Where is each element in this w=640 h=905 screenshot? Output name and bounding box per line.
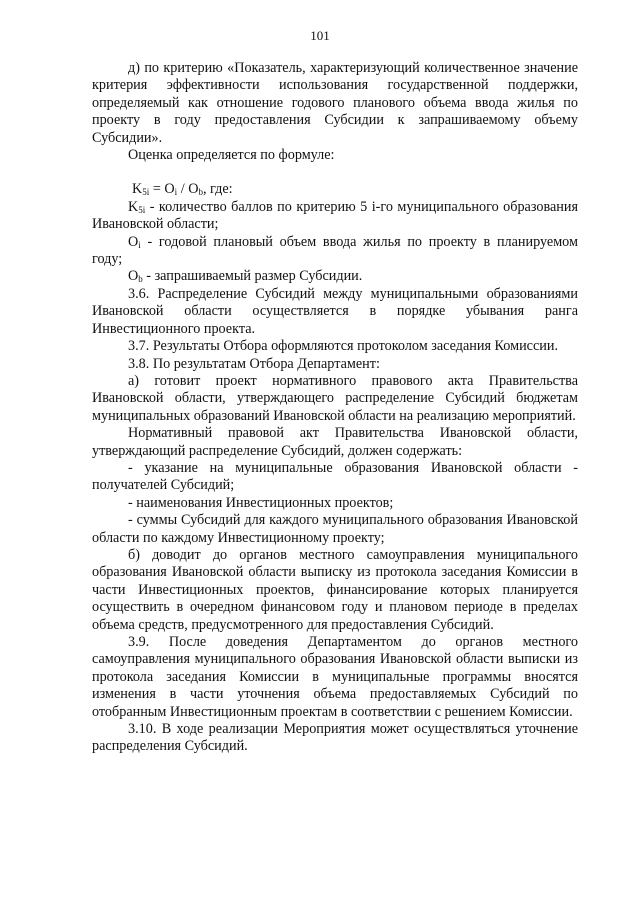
formula-oi: O: [164, 181, 175, 198]
paragraph-3-9: 3.9. После доведения Департаментом до органов местного самоуправления муниципального образования Ивановской области выписки из протокола заседания Комиссии в муниципальные программы вносятся изменения в части уточнения объема предоставляемых Субсидий по отобранным Инвестиционным проектам в соответствии с решением Комиссии.: [92, 634, 578, 720]
formula-k-sub: 5i: [142, 187, 150, 198]
list-item-project-names: - наименования Инвестиционных проектов;: [128, 494, 394, 511]
definition-oi-text: - годовой плановый объем ввода жилья по проекту в планируемом году;: [92, 233, 578, 268]
definition-k5i-sub: 5i: [138, 204, 146, 215]
paragraph-criterion-d: д) по критерию «Показатель, характеризующий количественное значение критерия эффективности использования государственной поддержки, определяемый как отношение годового планового объема ввода жилья по проекту в году предоставления Субсидии к запрашиваемому объему Субсидии».: [92, 60, 578, 146]
definition-oi-sub: i: [138, 239, 141, 250]
document-body: [92, 60, 578, 756]
definition-ob-sub: b: [138, 274, 143, 285]
definition-k5i-text: - количество баллов по критерию 5 i-го муниципального образования Ивановской области;: [92, 198, 578, 233]
list-item-recipients: - указание на муниципальные образования Ивановской области - получателей Субсидий;: [92, 459, 578, 494]
paragraph-3-8-a: а) готовит проект нормативного правового акта Правительства Ивановской области, утверждающего распределение Субсидий бюджетам муниципальных образований Ивановской области на реализацию мероприятий.: [92, 372, 578, 424]
formula-oi-sub: i: [174, 187, 178, 198]
paragraph-3-10: 3.10. В ходе реализации Мероприятия может осуществляться уточнение распределения Субсидий.: [92, 721, 578, 755]
paragraph-formula-intro: Оценка определяется по формуле:: [128, 147, 335, 164]
definition-ob: [92, 268, 578, 285]
definition-ob-symbol: O: [128, 268, 139, 285]
formula-k: K: [132, 181, 143, 198]
formula-div: /: [177, 181, 189, 198]
definition-k5i-symbol: K: [128, 198, 139, 215]
formula-ob-sub: b: [198, 187, 203, 198]
definition-k5i: [92, 199, 578, 234]
formula-ob: O: [188, 181, 199, 198]
paragraph-3-6: 3.6. Распределение Субсидий между муниципальными образованиями Ивановской области осуществляется в порядке убывания ранга Инвестиционного проекта.: [92, 285, 578, 337]
definition-oi-symbol: O: [128, 233, 139, 250]
formula-k5i: [92, 181, 578, 198]
definition-ob-text: - запрашиваемый размер Субсидии.: [142, 268, 363, 285]
formula-eq: =: [149, 181, 165, 198]
paragraph-3-7: 3.7. Результаты Отбора оформляются протоколом заседания Комиссии.: [128, 338, 558, 355]
paragraph-3-8-b: б) доводит до органов местного самоуправления муниципального образования Ивановской области выписку из протокола заседания Комиссии в части Инвестиционных проектов, финансирование которых планируется осуществить в очередном финансовом году и плановом периоде в пределах объема средств, предусмотренного для предоставления Субсидий.: [92, 546, 578, 633]
page-number: 101: [310, 28, 330, 43]
definition-oi: [92, 234, 578, 269]
paragraph-3-8: 3.8. По результатам Отбора Департамент:: [128, 355, 380, 372]
list-item-subsidy-amounts: - суммы Субсидий для каждого муниципального образования Ивановской области по каждому Инвестиционному проекту;: [92, 512, 578, 546]
paragraph-act-contents: Нормативный правовой акт Правительства Ивановской области, утверждающий распределение Субсидий, должен содержать:: [92, 425, 578, 459]
formula-tail: , где:: [202, 181, 233, 198]
